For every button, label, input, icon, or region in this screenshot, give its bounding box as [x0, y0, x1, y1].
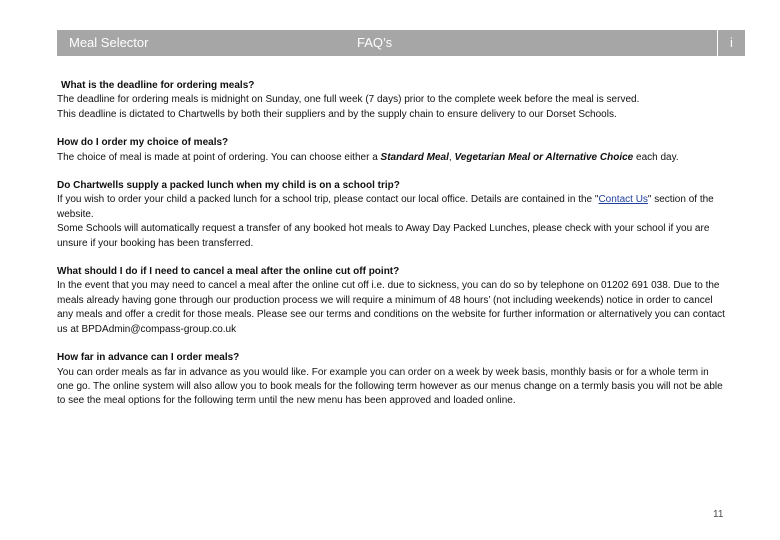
standard-meal-option: Standard Meal: [380, 151, 449, 163]
faq-item-deadline: [57, 79, 725, 122]
answer-text: " section of the website.: [57, 194, 714, 220]
faq-item-packed-lunch: [57, 179, 725, 251]
faq-answer: Some Schools will automatically request a transfer of any booked hot meals to Away Day Packed Lunches, please check with your school if you are unsure if your booking has been transferred.: [57, 223, 710, 249]
answer-separator: ,: [448, 151, 455, 163]
header-bar: [57, 30, 745, 56]
faq-item-choice: [57, 136, 725, 165]
answer-text: If you wish to order your child a packed lunch for a school trip, please contact our local office. Details are contained in the ": [57, 194, 599, 206]
faq-answer: [57, 151, 725, 165]
alternative-choice-option: Alternative Choice: [545, 151, 634, 163]
faq-question: Do Chartwells supply a packed lunch when my child is on a school trip?: [57, 180, 400, 192]
faq-item-advance: [57, 351, 725, 409]
faq-question: What is the deadline for ordering meals?: [61, 80, 255, 91]
faq-answer: In the event that you may need to cancel a meal after the online cut off i.e. due to sickness, you can do so by telephone on 01202 691 038. Due to the meals already having gone through our production process we will require a minimum of 48 hours’ (not including weekends) notice in order to cancel any meals and offer a credit for those meals. Please see our terms and conditions on the website for further information or alternatively you can contact us at BPDAdmin@compass-group.co.uk: [57, 280, 725, 335]
answer-text: each day.: [633, 151, 679, 163]
answer-separator: or: [530, 151, 546, 163]
faq-content: [57, 79, 725, 423]
answer-text: The choice of meal is made at point of ordering. You can choose either a: [57, 151, 381, 163]
contact-us-link[interactable]: Contact Us: [598, 194, 648, 206]
info-icon[interactable]: i: [717, 30, 745, 56]
faq-tab[interactable]: FAQ’s: [357, 35, 393, 50]
faq-item-cancel: [57, 265, 725, 337]
vegetarian-meal-option: Vegetarian Meal: [454, 151, 531, 163]
faq-answer: You can order meals as far in advance as you would like. For example you can order on a week by week basis, monthly basis or for a whole term in one go. The online system will also allow you to book meals for the following term however as our menus change on a termly basis you will not be able to see the meal options for the following term until the new menu has been approved and loaded online.: [57, 366, 723, 407]
faq-question: How far in advance can I order meals?: [57, 352, 240, 364]
faq-answer-line: This deadline is dictated to Chartwells by both their suppliers and by the supply chain to ensure delivery to our Dorset Schools.: [57, 108, 617, 120]
faq-question: What should I do if I need to cancel a meal after the online cut off point?: [57, 266, 400, 278]
faq-question: How do I order my choice of meals?: [57, 137, 229, 149]
faq-answer-line: The deadline for ordering meals is midnight on Sunday, one full week (7 days) prior to the complete week before the meal is served.: [57, 94, 640, 106]
app-title: Meal Selector: [69, 35, 149, 50]
faq-answer: [57, 193, 725, 222]
page-number: 11: [713, 509, 724, 520]
